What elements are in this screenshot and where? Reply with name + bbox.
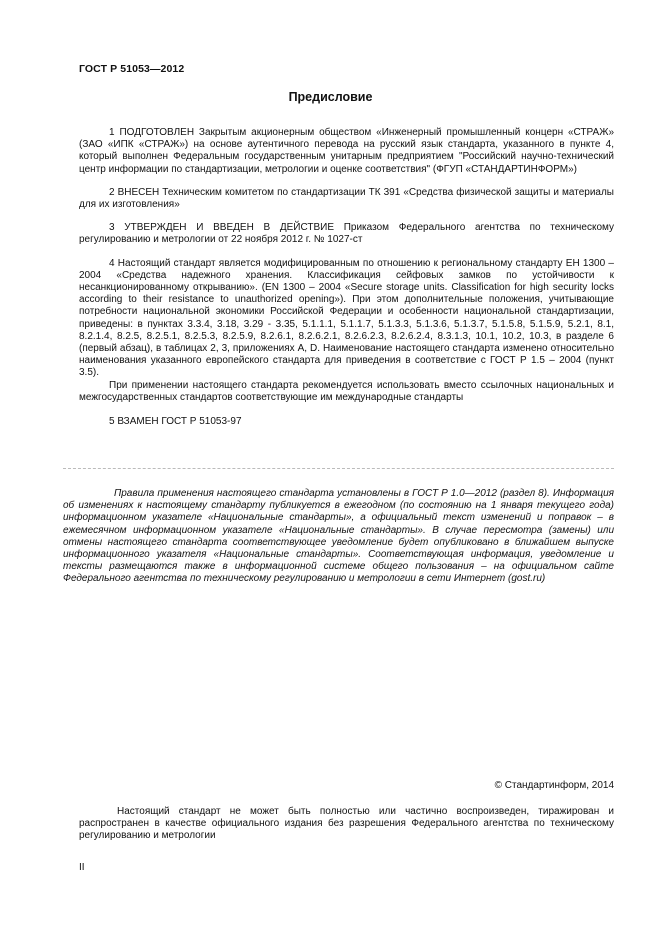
page-number: II [79, 862, 85, 873]
reproduction-notice [79, 806, 614, 843]
paragraph-3-approved: 3 УТВЕРЖДЕН И ВВЕДЕН В ДЕЙСТВИЕ Приказом Федерального агентства по техническому регулированию и метрологии от 22 ноября 2012 г. № 1027-ст [79, 222, 614, 246]
copyright-line: © Стандартинформ, 2014 [494, 780, 614, 791]
paragraph-1-prepared: 1 ПОДГОТОВЛЕН Закрытым акционерным обществом «Инженерный промышленный концерн «СТРАЖ» (ЗАО «ИПК «СТРАЖ») на основе аутентичного перевода на русский язык стандарта, указанного в пункте 4, который выполнен Федеральным государственным унитарным предприятием "Российский научно-технический центр информации по стандартизации, метрологии и оценке соответствия" (ФГУП «СТАНДАРТИНФОРМ») [79, 127, 614, 175]
usage-notice-text: Правила применения настоящего стандарта установлены в ГОСТ Р 1.0—2012 (раздел 8). Информация об изменениях к настоящему стандарту публикуется в ежегодном (по состоянию на 1 января текущего года) информационном указателе «Национальные стандарты», а официальный текст изменений и поправок – в ежемесячном информационном указателе «Национальные стандарты». В случае пересмотра (замены) или отмены настоящего стандарта соответствующее уведомление будет опубликовано в ближайшем выпуске информационного указателя «Национальные стандарты». Соответствующая информация, уведомление и тексты размещаются также в информационной системе общего пользования – на официальном сайте Федерального агентства по техническому регулированию и метрологии в сети Интернет (gost.ru) [63, 488, 614, 585]
paragraph-4-modified: 4 Настоящий стандарт является модифицированным по отношению к региональному стандарту ЕН 1300 – 2004 «Средства надежного хранения. Классификация сейфовых замков по устойчивости к несанкционированному открыванию». (EN 1300 – 2004 «Secure storage units. Classification for high security locks according to their resistance to unauthorized opening»). При этом дополнительные положения, учитывающие потребности национальной экономики Российской Федерации и особенности национальной стандартизации, приведены: в пунктах 3.3.4, 3.18, 3.29 - 3.35, 5.1.1.1, 5.1.1.7, 5.1.3.3, 5.1.3.6, 5.1.3.7, 5.1.5.8, 5.1.5.9, 5.2.1, 8.1, 8.2.1.4, 8.2.5, 8.2.5.1, 8.2.5.3, 8.2.5.9, 8.2.6.1, 8.2.6.2.1, 8.2.6.2.3, 8.2.6.2.4, 8.3.1.3, 10.1, 10.2, 10.3, в разделе 6 (первый абзац), в таблицах 2, 3, приложениях А, D. Наименование настоящего стандарта изменено относительно наименования указанного европейского стандарта для приведения в соответствие с ГОСТ Р 1.5 – 2004 (пункт 3.5). [79, 257, 614, 379]
separator-line [63, 468, 614, 469]
usage-notice-block [63, 488, 614, 586]
paragraph-4b-references: При применении настоящего стандарта рекомендуется использовать вместо ссылочных национальных и межгосударственных стандартов соответствующие им международные стандарты [79, 379, 614, 403]
preface-body [79, 127, 614, 428]
paragraph-2-introduced: 2 ВНЕСЕН Техническим комитетом по стандартизации ТК 391 «Средства физической защиты и материалы для их изготовления» [79, 186, 614, 211]
page-title: Предисловие [288, 90, 373, 104]
reproduction-notice-text: Настоящий стандарт не может быть полностью или частично воспроизведен, тиражирован и распространен в качестве официального издания без разрешения Федерального агентства по техническому регулированию и метрологии [79, 806, 614, 842]
standard-code-header: ГОСТ Р 51053—2012 [79, 63, 185, 75]
paragraph-5-replaces: 5 ВЗАМЕН ГОСТ Р 51053-97 [109, 416, 242, 428]
